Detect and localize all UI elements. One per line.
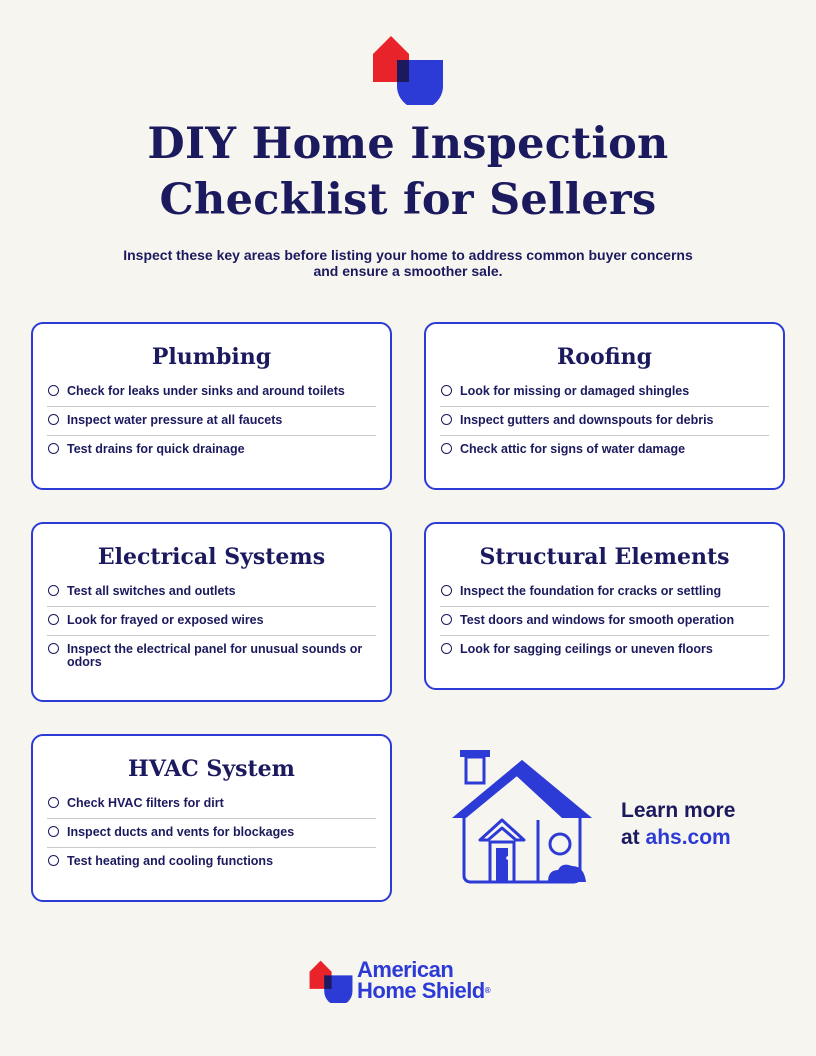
title-line-1: DIY Home Inspection	[147, 119, 669, 169]
subtitle-line-2: and ensure a smoother sale.	[313, 263, 503, 279]
checklist-item[interactable]	[440, 407, 769, 436]
checklist-item-label: Test drains for quick drainage	[67, 442, 245, 456]
ahs-logo-icon	[309, 957, 353, 1003]
electrical-card	[31, 522, 392, 702]
card-title: Plumbing	[151, 344, 272, 370]
checklist-item[interactable]	[440, 378, 769, 407]
checklist-item-label: Check attic for signs of water damage	[460, 442, 686, 456]
checklist-item-label: Check for leaks under sinks and around toilets	[67, 384, 345, 398]
checklist-item-label: Look for sagging ceilings or uneven floors	[460, 642, 713, 656]
subtitle-line-1: Inspect these key areas before listing your home to address common buyer concerns	[123, 247, 693, 263]
checkbox-circle-icon[interactable]	[48, 585, 59, 596]
checklist	[33, 578, 390, 677]
brand-line-1: American	[357, 957, 454, 982]
checklist-item-label: Look for missing or damaged shingles	[460, 384, 690, 398]
checkbox-circle-icon[interactable]	[48, 414, 59, 425]
checkbox-circle-icon[interactable]	[441, 385, 452, 396]
checkbox-circle-icon[interactable]	[441, 614, 452, 625]
ahs-logo-icon	[373, 30, 443, 105]
checklist-item-label: Test all switches and outlets	[67, 584, 236, 598]
checklist-item-label: Inspect gutters and downspouts for debris	[460, 413, 714, 427]
checklist-item[interactable]	[47, 436, 376, 464]
learn-more-line-2	[621, 824, 781, 851]
brand-line-2	[357, 980, 490, 1001]
checklist	[33, 378, 390, 464]
roofing-card	[424, 322, 785, 490]
checklist-item[interactable]	[47, 790, 376, 819]
checklist-item[interactable]	[47, 378, 376, 407]
page-title	[0, 116, 816, 228]
card-title: Structural Elements	[479, 544, 730, 570]
learn-more-line: Learn more	[621, 799, 736, 822]
checkbox-circle-icon[interactable]	[48, 385, 59, 396]
structural-card	[424, 522, 785, 690]
ahs-link[interactable]: ahs.com	[645, 826, 731, 849]
checklist-item[interactable]	[440, 436, 769, 464]
checkbox-circle-icon[interactable]	[441, 414, 452, 425]
learn-more-prefix: at	[621, 826, 646, 849]
learn-more-cta	[621, 797, 781, 851]
checklist	[426, 578, 783, 664]
checklist-item-label: Inspect ducts and vents for blockages	[67, 825, 295, 839]
checkbox-circle-icon[interactable]	[441, 643, 452, 654]
checklist-item[interactable]	[47, 848, 376, 876]
checklist-item-label: Inspect water pressure at all faucets	[67, 413, 283, 427]
checkbox-circle-icon[interactable]	[48, 826, 59, 837]
checklist-item-label: Test heating and cooling functions	[67, 854, 274, 868]
checklist-item[interactable]	[440, 607, 769, 636]
checklist	[33, 790, 390, 876]
hvac-card	[31, 734, 392, 902]
title-line-2: Checklist for Sellers	[159, 175, 657, 225]
checklist-item[interactable]	[47, 607, 376, 636]
checklist-item[interactable]	[47, 819, 376, 848]
page-subtitle	[108, 247, 708, 279]
card-title: Roofing	[556, 344, 652, 370]
checklist-item[interactable]	[47, 636, 376, 677]
checklist-item-label: Test doors and windows for smooth operation	[460, 613, 735, 627]
checklist-item[interactable]	[47, 407, 376, 436]
checkbox-circle-icon[interactable]	[48, 797, 59, 808]
checkbox-circle-icon[interactable]	[48, 855, 59, 866]
brand-line-2-text: Home Shield	[357, 978, 485, 1003]
checkbox-circle-icon[interactable]	[441, 585, 452, 596]
house-illustration-icon	[450, 748, 595, 888]
registered-mark: ®	[484, 986, 491, 995]
checkbox-circle-icon[interactable]	[48, 614, 59, 625]
checklist-item-label: Look for frayed or exposed wires	[67, 613, 264, 627]
brand-name	[357, 959, 490, 1001]
checkbox-circle-icon[interactable]	[48, 643, 59, 654]
card-title: Electrical Systems	[97, 544, 326, 570]
checklist-item-label: Check HVAC filters for dirt	[67, 796, 224, 810]
card-title: HVAC System	[128, 756, 295, 782]
checklist-item[interactable]	[440, 578, 769, 607]
checkbox-circle-icon[interactable]	[48, 443, 59, 454]
checklist-item[interactable]	[47, 578, 376, 607]
plumbing-card	[31, 322, 392, 490]
checklist-item-label: Inspect the foundation for cracks or settling	[460, 584, 722, 598]
checkbox-circle-icon[interactable]	[441, 443, 452, 454]
checklist	[426, 378, 783, 464]
checklist-item-label: Inspect the electrical panel for unusual sounds or odors	[67, 642, 363, 669]
checklist-item[interactable]	[440, 636, 769, 664]
